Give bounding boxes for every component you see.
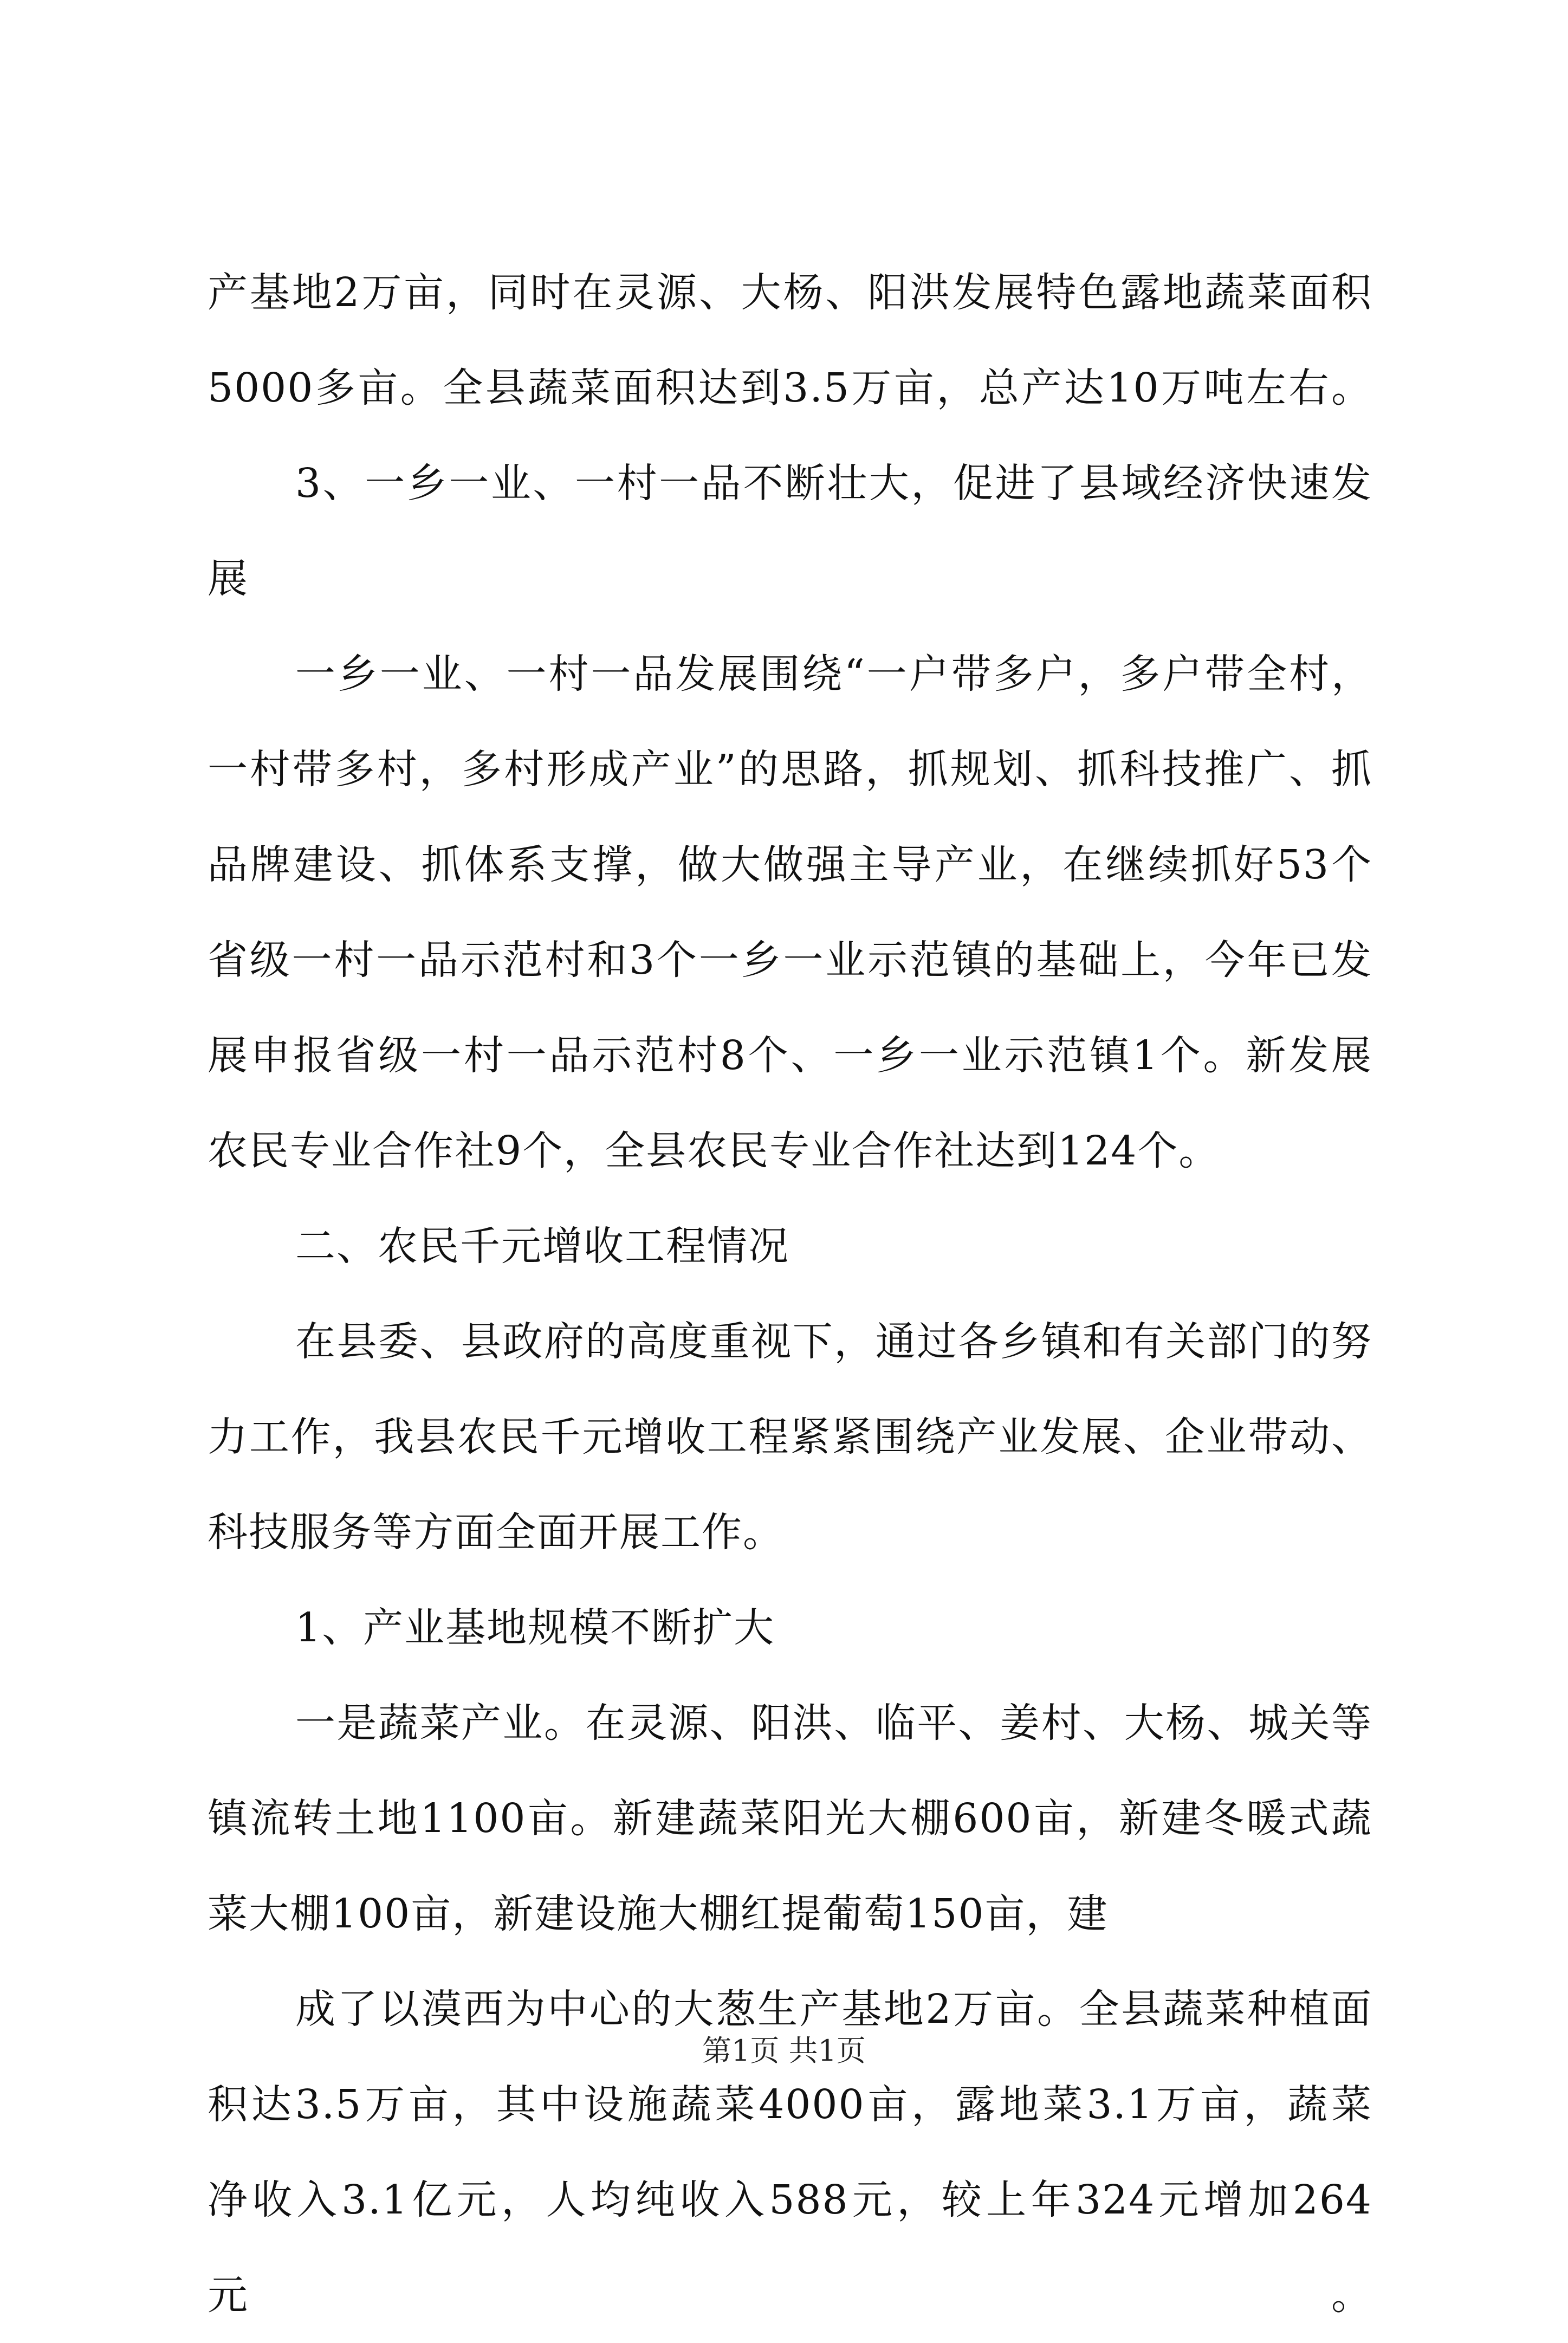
section-heading: 3、一乡一业、一村一品不断壮大，促进了县域经济快速发: [295, 460, 1372, 507]
text-line: 产基地2万亩，同时在灵源、大杨、阳洪发展特色露地蔬菜面积: [208, 269, 1372, 316]
section-heading: 1、产业基地规模不断扩大: [295, 1604, 775, 1651]
text-line: 省级一村一品示范村和3个一乡一业示范镇的基础上，今年已发: [208, 937, 1372, 983]
text-line: 净收入3.1亿元，人均纯收入588元，较上年324元增加264元。: [208, 2177, 1372, 2319]
text-line: 5000多亩。全县蔬菜面积达到3.5万亩，总产达10万吨左右。: [208, 365, 1372, 411]
text-line: 品牌建设、抓体系支撑，做大做强主导产业，在继续抓好53个: [208, 842, 1372, 888]
text-line: 科技服务等方面全面开展工作。: [208, 1509, 784, 1556]
text-line: 展: [208, 555, 249, 602]
text-line: 镇流转土地1100亩。新建蔬菜阳光大棚600亩，新建冬暖式蔬: [208, 1795, 1372, 1842]
paragraph-start: 成了以漠西为中心的大葱生产基地2万亩。全县蔬菜种植面: [295, 1986, 1372, 2033]
text-line: 农民专业合作社9个，全县农民专业合作社达到124个。: [208, 1128, 1220, 1174]
page-number-footer: 第1页 共1页: [702, 2034, 866, 2068]
text-line: 展申报省级一村一品示范村8个、一乡一业示范镇1个。新发展: [208, 1032, 1372, 1079]
text-line: 菜大棚100亩，新建设施大棚红提葡萄150亩，建: [208, 1891, 1109, 1937]
document-body: [208, 245, 1372, 2319]
text-line: 力工作，我县农民千元增收工程紧紧围绕产业发展、企业带动、: [208, 1414, 1372, 1460]
paragraph-start: 在县委、县政府的高度重视下，通过各乡镇和有关部门的努: [295, 1318, 1372, 1365]
paragraph-start: 一是蔬菜产业。在灵源、阳洪、临平、姜村、大杨、城关等: [295, 1700, 1372, 1746]
paragraph-start: 一乡一业、一村一品发展围绕“一户带多户，多户带全村，: [295, 651, 1372, 697]
text-line: 一村带多村，多村形成产业”的思路，抓规划、抓科技推广、抓: [208, 746, 1372, 793]
section-heading: 二、农民千元增收工程情况: [295, 1223, 789, 1270]
text-line: 积达3.5万亩，其中设施蔬菜4000亩，露地菜3.1万亩，蔬菜: [208, 2081, 1372, 2128]
